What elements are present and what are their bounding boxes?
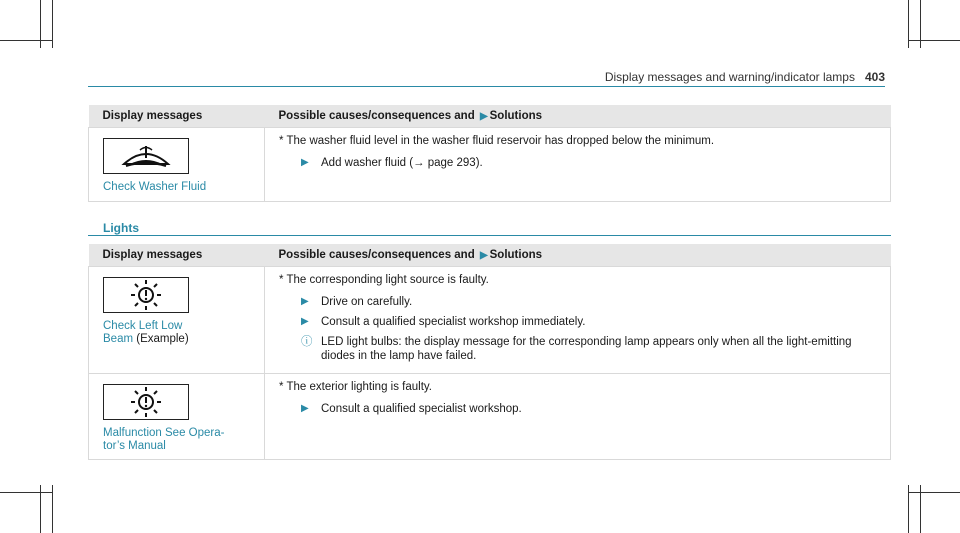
message-cell xyxy=(89,374,265,460)
info-note: ⓘ LED light bulbs: the display message for the corresponding lamp appears only when all the light-emitting diodes in the lamp have failed. xyxy=(301,336,852,362)
col-causes: Possible causes/consequences and ▶ Solutions xyxy=(265,244,891,267)
table-row xyxy=(89,374,891,460)
solution-step: ▶ Consult a qualified specialist workshop immediately. xyxy=(301,316,586,328)
message-label: Malfunction See Opera-tor’s Manual xyxy=(103,427,225,452)
causes-cell xyxy=(265,128,891,202)
message-label: Check Washer Fluid xyxy=(103,181,207,193)
col-display-messages: Display messages xyxy=(89,105,265,128)
crop-mark xyxy=(0,492,52,493)
arrow-icon: ▶ xyxy=(301,157,309,168)
arrow-icon: ▶ xyxy=(301,316,309,327)
message-label: Check Left Low Beam (Example) xyxy=(103,320,189,345)
crop-mark xyxy=(908,492,960,493)
lights-table xyxy=(88,244,891,460)
crop-mark xyxy=(0,40,52,41)
page-number: 403 xyxy=(864,70,885,84)
causes-cell xyxy=(265,374,891,460)
header-rule xyxy=(88,86,885,87)
cause-text: * The exterior lighting is faulty. xyxy=(279,381,432,393)
solution-step: ▶ Consult a qualified specialist workshop. xyxy=(301,403,522,415)
page-header xyxy=(605,70,885,84)
arrow-icon: ▶ xyxy=(301,403,309,414)
header-title: Display messages and warning/indicator lamps xyxy=(604,70,855,84)
washer-table xyxy=(88,105,891,202)
arrow-icon: ▶ xyxy=(479,250,488,261)
arrow-icon: ▶ xyxy=(301,296,309,307)
col-causes: Possible causes/consequences and ▶ Solutions xyxy=(265,105,891,128)
solution-step: ▶ Drive on carefully. xyxy=(301,296,413,308)
section-rule xyxy=(88,235,891,236)
crop-mark xyxy=(908,40,960,41)
table-row xyxy=(89,267,891,374)
light-fault-icon xyxy=(103,384,189,420)
info-icon: ⓘ xyxy=(301,336,313,348)
solution-step: ▶ Add washer fluid (→ page 293). xyxy=(301,157,483,169)
washer-fluid-icon xyxy=(103,138,189,174)
message-cell xyxy=(89,128,265,202)
cause-text: * The corresponding light source is faulty. xyxy=(279,274,489,286)
crop-mark xyxy=(52,0,53,48)
causes-cell xyxy=(265,267,891,374)
cause-text: * The washer fluid level in the washer fluid reservoir has dropped below the minimum. xyxy=(279,135,715,147)
section-title: Lights xyxy=(103,221,139,235)
crop-mark xyxy=(52,485,53,533)
message-cell xyxy=(89,267,265,374)
col-display-messages: Display messages xyxy=(89,244,265,267)
light-fault-icon xyxy=(103,277,189,313)
arrow-icon: ▶ xyxy=(479,111,488,122)
table-row xyxy=(89,128,891,202)
